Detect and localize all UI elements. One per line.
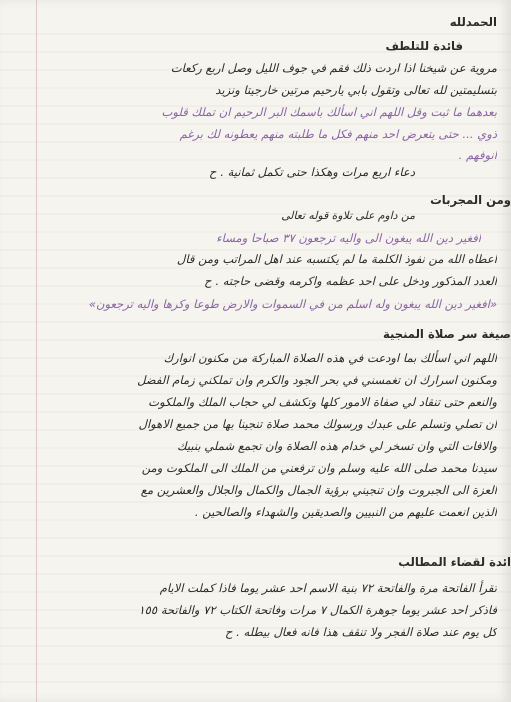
section1-line-5: انوفهم . bbox=[458, 148, 497, 162]
section1-line-1: مروية عن شيخنا اذا اردت ذلك فقم في جوف الليل وصل اربع ركعات bbox=[170, 61, 497, 75]
section1-line-2: بتسليمتين لله تعالى وتقول بابي يارحيم مرتين خارجيتا ونزيد bbox=[215, 83, 497, 97]
margin-line bbox=[36, 0, 37, 702]
section3-line-8: الذين انعمت عليهم من النبيين والصديقين والشهداء والصالحين . bbox=[194, 505, 497, 519]
page-header: الحمدلله bbox=[449, 15, 497, 29]
section4-line-2: فاذكر احد عشر يوما جوهرة الكمال ٧ مرات وفاتحة الكتاب ٧٢ والفاتحة ١٥٥ bbox=[138, 603, 497, 617]
section3-line-3: والنعم حتى تنقاد لي صفاة الامور كلها وتكشف لي حجاب الملك والملكوت bbox=[148, 395, 497, 409]
section-title-munjiya: صيغة سر صلاة المنجية bbox=[382, 327, 511, 341]
section-title-mujarrabat: ومن المجربات bbox=[430, 193, 511, 207]
section2-line-5: «افغير دين الله يبغون وله اسلم من في السموات والارض طوعا وكرها واليه ترجعون» bbox=[88, 297, 497, 311]
section1-line-6: دعاء اربع مرات وهكذا حتى تكمل ثمانية . ح bbox=[209, 165, 415, 179]
section1-line-4: ذوي ... حتى يتعرض احد منهم فكل ما طلبته منهم يعطونه لك برغم bbox=[179, 127, 497, 141]
section4-line-3: كل يوم عند صلاة الفجر ولا تنقف هذا فانه فعال بيطله . ح bbox=[224, 625, 497, 639]
section-title-qada-matalib: ائدة لقضاء المطالب bbox=[398, 555, 511, 569]
section3-line-1: اللهم اني اسألك بما اودعت في هذه الصلاة المباركة من مكنون انوارك bbox=[163, 351, 497, 365]
section3-line-4: ان تصلي وتسلم على عبدك ورسولك محمد صلاة تنجينا بها من جميع الاهوال bbox=[138, 417, 497, 431]
section3-line-5: والافات التي وان تسخر لي خدام هذه الصلاة وان تجمع شملي بنبيك bbox=[177, 439, 497, 453]
section-title-talattuf: فائدة للتلطف bbox=[385, 39, 463, 53]
section2-line-2: افغير دين الله يبغون الى واليه ترجعون ٣٧ صباحا ومساء bbox=[216, 231, 481, 245]
section3-line-7: العزة الى الجبروت وان تنجيني برؤية الجمال والكمال والجلال والعشرين مع bbox=[140, 483, 497, 497]
section3-line-2: ومكنون اسرارك ان تغمسني في بحر الجود والكرم وان تملكني زمام الفضل bbox=[137, 373, 497, 387]
section2-line-4: العدد المذكور ودخل على احد عظمه واكرمه وقضى حاجته . ح bbox=[204, 274, 497, 288]
section3-line-6: سيدنا محمد صلى الله عليه وسلم وان ترفعني من الملك الى الملكوت ومن bbox=[141, 461, 497, 475]
section2-line-1: من داوم على تلاوة قوله تعالى bbox=[281, 209, 415, 222]
section4-line-1: تقرأ الفاتحة مرة والفاتحة ٧٢ بنية الاسم احد عشر يوما فاذا كملت الايام bbox=[159, 581, 497, 595]
section1-line-3: بعدهما ما ثبت وقل اللهم اني اسألك باسمك البر الرحيم ان تملك قلوب bbox=[161, 105, 497, 119]
section2-line-3: اعطاه الله من نفوذ الكلمة ما لم يكتسبه عند اهل المراتب ومن قال bbox=[176, 252, 497, 266]
